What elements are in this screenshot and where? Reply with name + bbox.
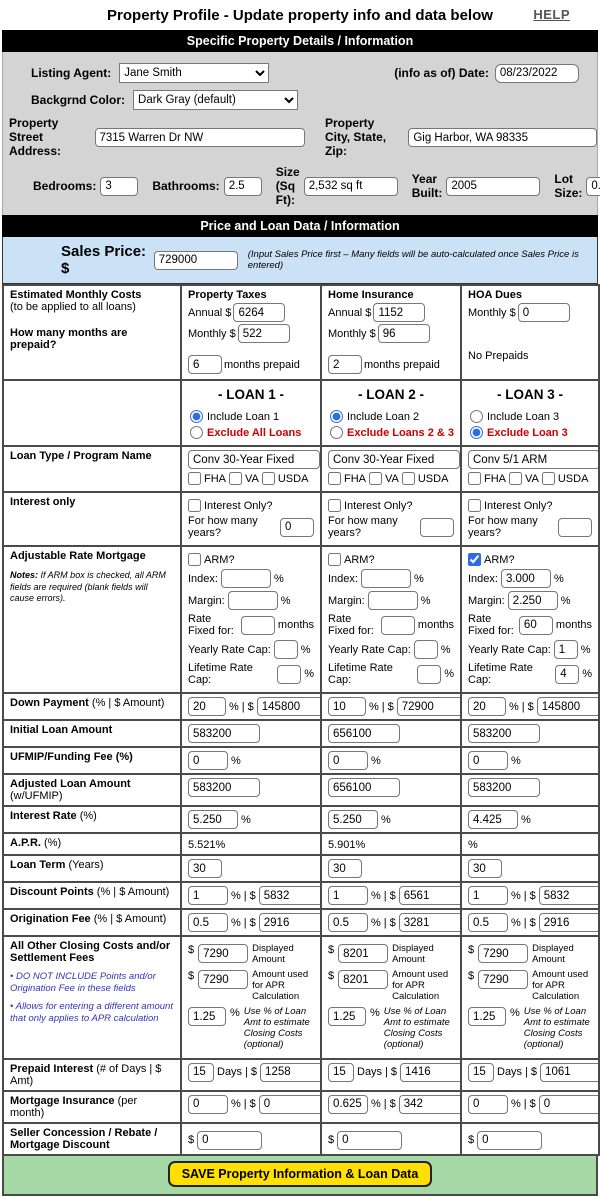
- size-input[interactable]: [304, 177, 398, 196]
- loan2-points-amt-input[interactable]: [399, 886, 461, 905]
- loan3-arm-cell: ARM? Index: 3.000 % Margin: 2.250 % Rate Fixed for: 60 months Yearly Rate Cap: 1 % Lifetime Rate Cap: 4 %: [461, 546, 599, 693]
- loan1-va-checkbox[interactable]: [229, 472, 242, 485]
- loan-select-row: [3, 380, 599, 446]
- loan2-interest-only-checkbox[interactable]: [328, 499, 341, 512]
- loan2-initial-input[interactable]: [328, 724, 400, 743]
- discount-points-row: [3, 882, 599, 909]
- loan1-seller-cell: $ 0: [181, 1123, 321, 1155]
- seller-concession-row: [3, 1123, 599, 1155]
- prepaid-interest-row: [3, 1059, 599, 1091]
- loan1-seller-input[interactable]: [197, 1131, 262, 1150]
- loan3-arm-index-input[interactable]: [501, 569, 551, 588]
- loan3-mi-cell: 0 % | $ 0: [461, 1091, 599, 1123]
- loan2-cc-pct-input[interactable]: [328, 1007, 366, 1026]
- loan1-prepaid-days-input[interactable]: [188, 1063, 214, 1082]
- loan2-initial-cell: [321, 720, 461, 747]
- loan1-arm-index-input[interactable]: [221, 569, 271, 588]
- bathrooms-input[interactable]: [224, 177, 262, 196]
- loan3-type-cell: Conv 5/1 ARM FHA VA USDA: [461, 446, 599, 492]
- apr-label: A.P.R. (%): [3, 833, 181, 855]
- loan3-rate-input[interactable]: [468, 810, 518, 829]
- loan3-exclude-radio[interactable]: [470, 426, 483, 439]
- loan3-arm-margin-input[interactable]: [508, 591, 558, 610]
- loan1-arm-fixed-input[interactable]: [241, 616, 275, 635]
- loan2-mi-cell: 0.625 % | $ 342: [321, 1091, 461, 1123]
- loan3-term-input[interactable]: [468, 859, 502, 878]
- loan2-arm-checkbox[interactable]: [328, 553, 341, 566]
- loan1-down-pct-input[interactable]: [188, 697, 226, 716]
- loan3-usda-checkbox[interactable]: [542, 472, 555, 485]
- loan1-apr-value: 5.521%: [188, 839, 226, 852]
- loan2-orig-cell: 0.5 % | $ 3281: [321, 909, 461, 936]
- loan3-orig-pct-input[interactable]: [468, 913, 508, 932]
- loan1-apr-cell: [181, 833, 321, 855]
- info-date-input[interactable]: [495, 64, 579, 83]
- loan2-io-years-input[interactable]: [420, 518, 454, 537]
- footer-bar: [2, 1156, 598, 1196]
- loan1-initial-input[interactable]: [188, 724, 260, 743]
- sales-price-input[interactable]: [154, 251, 238, 270]
- interest-only-row: [3, 492, 599, 546]
- loan3-cc-pct-input[interactable]: [468, 1007, 506, 1026]
- insurance-monthly-input[interactable]: [378, 324, 430, 343]
- loan3-down-payment-cell: 20 % | $ 145800: [461, 693, 599, 720]
- loan1-mi-pct-input[interactable]: [188, 1095, 228, 1114]
- loan2-fha-checkbox[interactable]: [328, 472, 341, 485]
- loan3-points-pct-input[interactable]: [468, 886, 508, 905]
- street-address-input[interactable]: [95, 128, 305, 147]
- loan2-arm-index-input[interactable]: [361, 569, 411, 588]
- loan2-arm-lifetime-cap-input[interactable]: [417, 665, 441, 684]
- bedrooms-input[interactable]: [100, 177, 138, 196]
- loan3-adjusted-cell: [461, 774, 599, 806]
- loan1-type-input[interactable]: [188, 450, 320, 469]
- arm-label: Adjustable Rate Mortgage Notes: If ARM box is checked, all ARM fields are required (blank fields will cause errors).: [3, 546, 181, 693]
- sales-price-label: Sales Price: $: [61, 243, 147, 278]
- bg-color-select[interactable]: [133, 90, 298, 110]
- taxes-monthly-input[interactable]: [238, 324, 290, 343]
- page-header: [2, 0, 598, 30]
- year-built-input[interactable]: [446, 177, 540, 196]
- loan3-seller-input[interactable]: [477, 1131, 542, 1150]
- mortgage-insurance-label: Mortgage Insurance (per month): [3, 1091, 181, 1123]
- loan2-orig-amt-input[interactable]: [399, 913, 461, 932]
- loan2-rate-input[interactable]: [328, 810, 378, 829]
- loan3-prepaid-cell: 15 Days | $ 1061: [461, 1059, 599, 1091]
- loan2-down-pct-input[interactable]: [328, 697, 366, 716]
- loan1-points-pct-input[interactable]: [188, 886, 228, 905]
- loan1-term-input[interactable]: [188, 859, 222, 878]
- loan1-arm-yearly-cap-input[interactable]: [274, 640, 298, 659]
- loan2-prepaid-days-input[interactable]: [328, 1063, 354, 1082]
- taxes-prepaid-months-input[interactable]: [188, 355, 222, 374]
- page-title: Property Profile - Update property info and data below: [107, 6, 493, 24]
- loan2-apr-value: 5.901%: [328, 839, 366, 852]
- loan3-ufmip-cell: 0 %: [461, 747, 599, 774]
- loan1-rate-cell: 5.250 %: [181, 806, 321, 833]
- loan2-arm-margin-input[interactable]: [368, 591, 418, 610]
- loan1-down-payment-cell: 20 % | $ 145800: [181, 693, 321, 720]
- lot-size-input[interactable]: [586, 177, 600, 196]
- loan3-mi-pct-input[interactable]: [468, 1095, 508, 1114]
- loan1-adjusted-input[interactable]: [188, 778, 260, 797]
- loan3-fha-checkbox[interactable]: [468, 472, 481, 485]
- loan3-arm-yearly-cap-input[interactable]: [554, 640, 578, 659]
- loan1-select-cell: - LOAN 1 - Include Loan 1 Exclude All Loans: [181, 380, 321, 446]
- loan-section-header: Price and Loan Data / Information: [2, 215, 598, 237]
- loan2-adjusted-cell: [321, 774, 461, 806]
- loan2-ufmip-cell: 0 %: [321, 747, 461, 774]
- loan2-seller-cell: $ 0: [321, 1123, 461, 1155]
- interest-only-label: Interest only: [3, 492, 181, 546]
- property-details-section: [2, 52, 598, 215]
- loan3-apr-cell: [461, 833, 599, 855]
- discount-points-label: Discount Points (% | $ Amount): [3, 882, 181, 909]
- loan1-rate-input[interactable]: [188, 810, 238, 829]
- mortgage-insurance-row: [3, 1091, 599, 1123]
- loan2-points-pct-input[interactable]: [328, 886, 368, 905]
- loan1-cc-pct-input[interactable]: [188, 1007, 226, 1026]
- loan1-arm-margin-input[interactable]: [228, 591, 278, 610]
- interest-rate-label: Interest Rate (%): [3, 806, 181, 833]
- loan1-arm-checkbox[interactable]: [188, 553, 201, 566]
- loan-select-empty-cell: [3, 380, 181, 446]
- loan3-points-amt-input[interactable]: [539, 886, 599, 905]
- loan3-orig-amt-input[interactable]: [539, 913, 599, 932]
- prepaid-interest-label: Prepaid Interest (# of Days | $ Amt): [3, 1059, 181, 1091]
- loan2-cc-displayed-input[interactable]: [338, 944, 388, 963]
- loan3-cc-apr-input[interactable]: [478, 970, 528, 989]
- loan1-arm-cell: ARM? Index: % Margin: % Rate Fixed for: months Yearly Rate Cap: % Lifetime Rate Cap: %: [181, 546, 321, 693]
- closing-costs-label: All Other Closing Costs and/or Settlement Fees • DO NOT INCLUDE Points and/or Origination Fee in these fields • Allows for entering a different amount that only applies to APR calculation: [3, 936, 181, 1058]
- loan1-down-amt-input[interactable]: [257, 697, 321, 716]
- loan3-ufmip-input[interactable]: [468, 751, 508, 770]
- loan-type-row: [3, 446, 599, 492]
- loan1-interest-only-cell: Interest Only? For how many years? 0: [181, 492, 321, 546]
- street-address-label: Property Street Address:: [9, 116, 62, 158]
- loan1-points-cell: 1 % | $ 5832: [181, 882, 321, 909]
- loan3-initial-cell: [461, 720, 599, 747]
- loan2-adjusted-input[interactable]: [328, 778, 400, 797]
- closing-costs-row: [3, 936, 599, 1058]
- loan-term-label: Loan Term (Years): [3, 855, 181, 882]
- bedrooms-label: Bedrooms:: [33, 179, 97, 194]
- loan1-type-cell: Conv 30-Year Fixed FHA VA USDA: [181, 446, 321, 492]
- loan1-io-years-input[interactable]: [280, 518, 314, 537]
- loan2-term-input[interactable]: [328, 859, 362, 878]
- loan1-orig-amt-input[interactable]: [259, 913, 321, 932]
- loan3-include-radio[interactable]: [470, 410, 483, 423]
- loan3-down-pct-input[interactable]: [468, 697, 506, 716]
- loan3-va-checkbox[interactable]: [509, 472, 522, 485]
- save-button[interactable]: SAVE Property Information & Loan Data: [168, 1161, 433, 1187]
- lot-size-label: Lot Size:: [554, 172, 583, 201]
- loan2-down-payment-cell: 10 % | $ 72900: [321, 693, 461, 720]
- loan2-arm-yearly-cap-input[interactable]: [414, 640, 438, 659]
- taxes-annual-input[interactable]: [233, 303, 285, 322]
- loan1-points-amt-input[interactable]: [259, 886, 321, 905]
- loan3-interest-only-cell: Interest Only? For how many years?: [461, 492, 599, 546]
- property-taxes-cell: Property Taxes Annual $ 6264 Monthly $ 522 6 months prepaid: [181, 285, 321, 380]
- arm-row: [3, 546, 599, 693]
- loan2-rate-cell: 5.250 %: [321, 806, 461, 833]
- hoa-monthly-input[interactable]: [518, 303, 570, 322]
- loan3-orig-cell: 0.5 % | $ 2916: [461, 909, 599, 936]
- loan1-usda-checkbox[interactable]: [262, 472, 275, 485]
- sales-price-row: [2, 237, 598, 284]
- bathrooms-label: Bathrooms:: [152, 179, 220, 194]
- loan3-rate-cell: 4.425 %: [461, 806, 599, 833]
- loan1-orig-cell: 0.5 % | $ 2916: [181, 909, 321, 936]
- down-payment-row: [3, 693, 599, 720]
- loan2-points-cell: 1 % | $ 6561: [321, 882, 461, 909]
- sales-price-note: (Input Sales Price first – Many fields will be auto-calculated once Sales Price is entered): [247, 249, 579, 272]
- loan2-include-radio[interactable]: [330, 410, 343, 423]
- hoa-dues-cell: HOA Dues Monthly $ 0 No Prepaids: [461, 285, 599, 380]
- loan3-points-cell: 1 % | $ 5832: [461, 882, 599, 909]
- insurance-prepaid-months-input[interactable]: [328, 355, 362, 374]
- loan1-cc-displayed-input[interactable]: [198, 944, 248, 963]
- loan1-arm-lifetime-cap-input[interactable]: [277, 665, 301, 684]
- info-date-label: (info as of) Date:: [394, 66, 489, 80]
- origination-fee-row: [3, 909, 599, 936]
- loan2-usda-checkbox[interactable]: [402, 472, 415, 485]
- help-link[interactable]: HELP: [533, 7, 570, 22]
- loan2-type-cell: Conv 30-Year Fixed FHA VA USDA: [321, 446, 461, 492]
- loan1-mi-amt-input[interactable]: [259, 1095, 321, 1114]
- loan2-arm-cell: ARM? Index: % Margin: % Rate Fixed for: months Yearly Rate Cap: % Lifetime Rate Cap: %: [321, 546, 461, 693]
- loan3-apr-value: %: [468, 839, 478, 852]
- ufmip-row: [3, 747, 599, 774]
- interest-rate-row: [3, 806, 599, 833]
- loan1-include-radio[interactable]: [190, 410, 203, 423]
- down-payment-label: Down Payment (% | $ Amount): [3, 693, 181, 720]
- loan2-interest-only-cell: Interest Only? For how many years?: [321, 492, 461, 546]
- loan1-ufmip-cell: 0 %: [181, 747, 321, 774]
- loan2-cc-apr-input[interactable]: [338, 970, 388, 989]
- loan2-seller-input[interactable]: [337, 1131, 402, 1150]
- insurance-annual-input[interactable]: [373, 303, 425, 322]
- ufmip-label: UFMIP/Funding Fee (%): [3, 747, 181, 774]
- loan2-va-checkbox[interactable]: [369, 472, 382, 485]
- loan1-interest-only-checkbox[interactable]: [188, 499, 201, 512]
- loan3-mi-amt-input[interactable]: [539, 1095, 599, 1114]
- adjusted-loan-row: [3, 774, 599, 806]
- loan1-initial-cell: [181, 720, 321, 747]
- hoa-no-prepaids-text: No Prepaids: [468, 350, 529, 363]
- loan2-ufmip-input[interactable]: [328, 751, 368, 770]
- loan3-io-years-input[interactable]: [558, 518, 592, 537]
- loan3-type-input[interactable]: [468, 450, 599, 469]
- initial-loan-row: [3, 720, 599, 747]
- loan3-down-amt-input[interactable]: [537, 697, 599, 716]
- loan1-exclude-radio[interactable]: [190, 426, 203, 439]
- loan3-select-cell: - LOAN 3 - Include Loan 3 Exclude Loan 3: [461, 380, 599, 446]
- loan3-cc-displayed-input[interactable]: [478, 944, 528, 963]
- loan3-prepaid-days-input[interactable]: [468, 1063, 494, 1082]
- loan2-apr-cell: [321, 833, 461, 855]
- loan1-mi-cell: 0 % | $ 0: [181, 1091, 321, 1123]
- loan2-term-cell: [321, 855, 461, 882]
- loan2-exclude-radio[interactable]: [330, 426, 343, 439]
- loan3-initial-input[interactable]: [468, 724, 540, 743]
- loan2-type-input[interactable]: [328, 450, 460, 469]
- loan-data-table: [2, 284, 600, 1155]
- loan3-interest-only-checkbox[interactable]: [468, 499, 481, 512]
- city-state-zip-label: Property City, State, Zip:: [324, 116, 387, 158]
- monthly-costs-label: Estimated Monthly Costs (to be applied to all loans) How many months are prepaid?: [3, 285, 181, 380]
- loan1-cc-apr-input[interactable]: [198, 970, 248, 989]
- apr-row: [3, 833, 599, 855]
- listing-agent-select[interactable]: [119, 63, 269, 83]
- loan-term-row: [3, 855, 599, 882]
- monthly-costs-row: [3, 285, 599, 380]
- loan3-adjusted-input[interactable]: [468, 778, 540, 797]
- adjusted-loan-label: Adjusted Loan Amount (w/UFMIP): [3, 774, 181, 806]
- loan3-seller-cell: $ 0: [461, 1123, 599, 1155]
- loan3-arm-fixed-input[interactable]: [519, 616, 553, 635]
- property-section-header: Specific Property Details / Information: [2, 30, 598, 52]
- loan1-fha-checkbox[interactable]: [188, 472, 201, 485]
- loan2-prepaid-cell: 15 Days | $ 1416: [321, 1059, 461, 1091]
- loan2-closing-costs-cell: $ 8201 Displayed Amount $ 8201 Amount used for APR Calculation 1.25 % Use % of Loan Amt to estimate Closing Costs (optional): [321, 936, 461, 1058]
- size-label: Size (Sq Ft):: [275, 165, 300, 208]
- seller-concession-label: Seller Concession / Rebate / Mortgage Discount: [3, 1123, 181, 1155]
- loan3-arm-checkbox[interactable]: [468, 553, 481, 566]
- loan3-prepaid-amt-input[interactable]: [540, 1063, 599, 1082]
- loan2-select-cell: - LOAN 2 - Include Loan 2 Exclude Loans 2 & 3: [321, 380, 461, 446]
- loan2-title: - LOAN 2 -: [358, 387, 424, 403]
- loan1-term-cell: [181, 855, 321, 882]
- loan1-adjusted-cell: [181, 774, 321, 806]
- city-state-zip-input[interactable]: [408, 128, 597, 147]
- loan3-term-cell: [461, 855, 599, 882]
- loan3-arm-lifetime-cap-input[interactable]: [555, 665, 579, 684]
- initial-loan-label: Initial Loan Amount: [3, 720, 181, 747]
- listing-agent-label: Listing Agent:: [31, 66, 112, 80]
- loan2-down-amt-input[interactable]: [397, 697, 461, 716]
- loan1-orig-pct-input[interactable]: [188, 913, 228, 932]
- loan2-mi-amt-input[interactable]: [399, 1095, 461, 1114]
- loan1-prepaid-amt-input[interactable]: [260, 1063, 321, 1082]
- year-built-label: Year Built:: [411, 172, 443, 201]
- origination-fee-label: Origination Fee (% | $ Amount): [3, 909, 181, 936]
- loan1-closing-costs-cell: $ 7290 Displayed Amount $ 7290 Amount used for APR Calculation 1.25 % Use % of Loan Amt to estimate Closing Costs (optional): [181, 936, 321, 1058]
- loan-type-label: Loan Type / Program Name: [3, 446, 181, 492]
- loan2-orig-pct-input[interactable]: [328, 913, 368, 932]
- loan2-prepaid-amt-input[interactable]: [400, 1063, 461, 1082]
- loan2-mi-pct-input[interactable]: [328, 1095, 368, 1114]
- loan1-prepaid-cell: 15 Days | $ 1258: [181, 1059, 321, 1091]
- home-insurance-cell: Home Insurance Annual $ 1152 Monthly $ 96 2 months prepaid: [321, 285, 461, 380]
- bg-color-label: Backgrnd Color:: [31, 93, 126, 107]
- loan2-arm-fixed-input[interactable]: [381, 616, 415, 635]
- loan3-title: - LOAN 3 -: [497, 387, 563, 403]
- loan1-ufmip-input[interactable]: [188, 751, 228, 770]
- loan1-title: - LOAN 1 -: [218, 387, 284, 403]
- loan3-closing-costs-cell: $ 7290 Displayed Amount $ 7290 Amount used for APR Calculation 1.25 % Use % of Loan Amt to estimate Closing Costs (optional): [461, 936, 599, 1058]
